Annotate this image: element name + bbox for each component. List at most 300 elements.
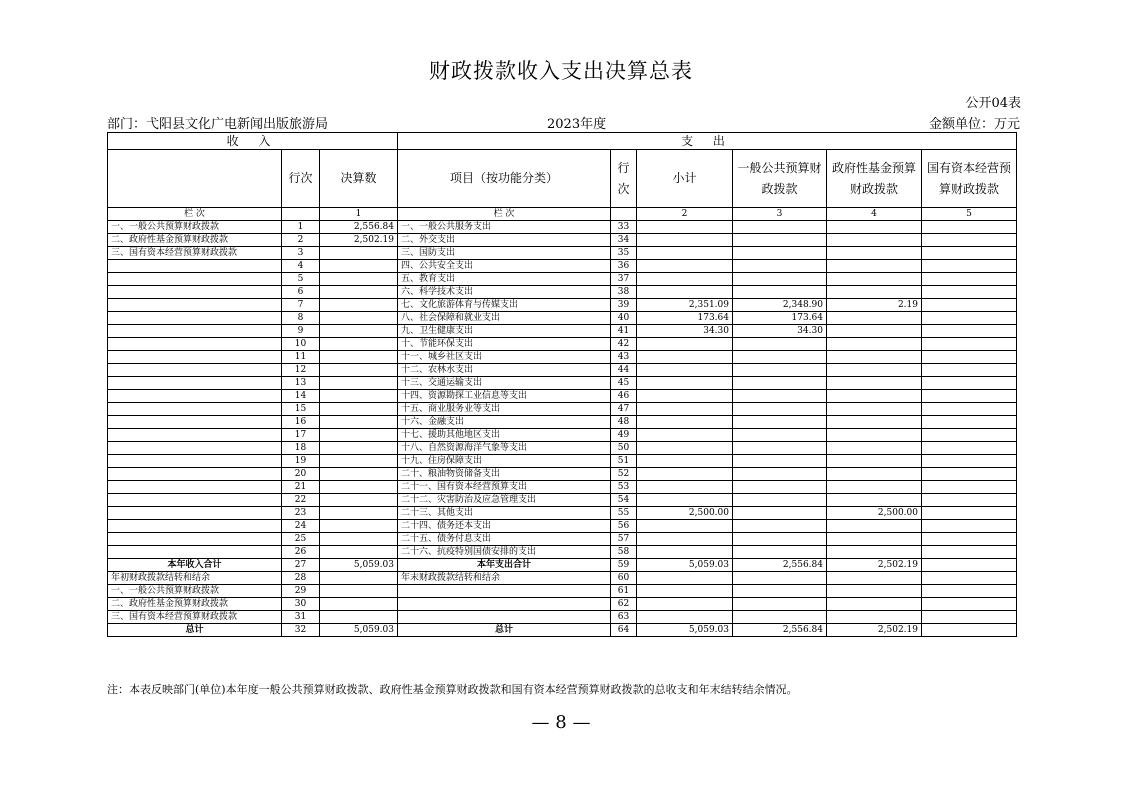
income-item [108, 546, 282, 559]
expense-item: 二十四、债务还本支出 [398, 520, 611, 533]
general-budget-amount [733, 520, 827, 533]
expense-header: 支 出 [398, 133, 1017, 150]
gov-fund-amount [827, 221, 922, 234]
income-row-no: 13 [282, 377, 320, 390]
general-budget-amount [733, 546, 827, 559]
income-item [108, 364, 282, 377]
income-item [108, 273, 282, 286]
gov-fund-amount: 2,500.00 [827, 507, 922, 520]
header-row-1 [108, 133, 1017, 150]
income-amount [320, 364, 398, 377]
income-item [108, 442, 282, 455]
income-header: 收 入 [108, 133, 398, 150]
state-capital-amount [922, 598, 1017, 611]
state-capital-amount [922, 507, 1017, 520]
table-row [108, 442, 1017, 455]
income-amount: 5,059.03 [320, 624, 398, 637]
income-row-no: 23 [282, 507, 320, 520]
income-amount [320, 494, 398, 507]
gov-fund-amount [827, 481, 922, 494]
expense-row-no: 50 [611, 442, 637, 455]
general-budget-header: 一般公共预算财政拨款 [733, 150, 827, 208]
income-row-no: 28 [282, 572, 320, 585]
income-item [108, 468, 282, 481]
table-row [108, 481, 1017, 494]
income-item [108, 455, 282, 468]
income-item-header [108, 150, 282, 208]
subtotal-amount [637, 247, 733, 260]
income-amount [320, 481, 398, 494]
income-row-no: 22 [282, 494, 320, 507]
general-budget-amount [733, 494, 827, 507]
expense-item: 十五、商业服务业等支出 [398, 403, 611, 416]
expense-item: 十六、金融支出 [398, 416, 611, 429]
income-amount [320, 351, 398, 364]
income-item [108, 286, 282, 299]
general-budget-amount: 2,348.90 [733, 299, 827, 312]
lane-blank [282, 208, 320, 221]
lane-row [108, 208, 1017, 221]
table-row [108, 260, 1017, 273]
general-budget-amount: 34.30 [733, 325, 827, 338]
income-amount: 5,059.03 [320, 559, 398, 572]
subtotal-amount [637, 468, 733, 481]
income-amount [320, 312, 398, 325]
income-row-no: 25 [282, 533, 320, 546]
expense-row-no: 40 [611, 312, 637, 325]
project-header: 项目（按功能分类） [398, 150, 611, 208]
expense-item [398, 598, 611, 611]
state-capital-amount [922, 416, 1017, 429]
general-budget-amount: 173.64 [733, 312, 827, 325]
income-row-no: 21 [282, 481, 320, 494]
income-item [108, 325, 282, 338]
subtotal-amount [637, 286, 733, 299]
subtotal-amount: 2,351.09 [637, 299, 733, 312]
income-item [108, 533, 282, 546]
gov-fund-amount [827, 390, 922, 403]
income-row-no: 32 [282, 624, 320, 637]
amount-unit: 金额单位：万元 [928, 117, 1020, 132]
income-row-no: 16 [282, 416, 320, 429]
gov-fund-amount [827, 351, 922, 364]
expense-row-no: 54 [611, 494, 637, 507]
expense-item: 十、节能环保支出 [398, 338, 611, 351]
subtotal-amount [637, 377, 733, 390]
state-capital-amount [922, 585, 1017, 598]
gov-fund-amount [827, 442, 922, 455]
income-item [108, 416, 282, 429]
subtotal-amount [637, 390, 733, 403]
state-capital-amount [922, 247, 1017, 260]
gov-fund-amount [827, 546, 922, 559]
gov-fund-amount [827, 494, 922, 507]
income-amount [320, 520, 398, 533]
expense-item: 二十六、抗疫特别国债安排的支出 [398, 546, 611, 559]
gov-fund-amount [827, 533, 922, 546]
expense-row-no: 49 [611, 429, 637, 442]
lane-col2: 2 [637, 208, 733, 221]
income-row-no: 12 [282, 364, 320, 377]
table-row [108, 624, 1017, 637]
table-row [108, 533, 1017, 546]
expense-item: 三、国防支出 [398, 247, 611, 260]
table-row [108, 377, 1017, 390]
general-budget-amount: 2,556.84 [733, 624, 827, 637]
income-amount [320, 273, 398, 286]
document-title: 财政拨款收入支出决算总表 [429, 59, 693, 83]
income-item: 一、一般公共预算财政拨款 [108, 221, 282, 234]
state-capital-amount [922, 442, 1017, 455]
gov-fund-amount [827, 429, 922, 442]
table-row [108, 416, 1017, 429]
table-row [108, 455, 1017, 468]
page-number: — 8 — [531, 712, 591, 733]
expense-row-no: 47 [611, 403, 637, 416]
income-row-no: 10 [282, 338, 320, 351]
income-row-no: 29 [282, 585, 320, 598]
expense-row-no: 51 [611, 455, 637, 468]
general-budget-amount [733, 390, 827, 403]
state-capital-amount [922, 611, 1017, 624]
subtotal-header: 小计 [637, 150, 733, 208]
final-amount-header: 决算数 [320, 150, 398, 208]
expense-item: 十八、自然资源海洋气象等支出 [398, 442, 611, 455]
income-row-no: 18 [282, 442, 320, 455]
state-capital-amount [922, 273, 1017, 286]
income-item [108, 507, 282, 520]
table-row [108, 572, 1017, 585]
state-capital-amount [922, 481, 1017, 494]
income-row-no: 14 [282, 390, 320, 403]
expense-row-no: 35 [611, 247, 637, 260]
subtotal-amount [637, 429, 733, 442]
subtotal-amount [637, 221, 733, 234]
general-budget-amount [733, 507, 827, 520]
state-capital-amount [922, 351, 1017, 364]
income-item: 一、一般公共预算财政拨款 [108, 585, 282, 598]
general-budget-amount [733, 598, 827, 611]
row-no2-header: 行次 [611, 150, 637, 208]
income-item [108, 351, 282, 364]
expense-item: 一、一般公共服务支出 [398, 221, 611, 234]
gov-fund-amount [827, 364, 922, 377]
gov-fund-amount [827, 403, 922, 416]
subtotal-amount [637, 442, 733, 455]
form-number: 公开04表 [965, 96, 1021, 111]
gov-fund-amount [827, 286, 922, 299]
expense-row-no: 53 [611, 481, 637, 494]
income-row-no: 26 [282, 546, 320, 559]
income-row-no: 31 [282, 611, 320, 624]
general-budget-amount [733, 221, 827, 234]
table-row [108, 611, 1017, 624]
table-row [108, 351, 1017, 364]
income-item: 本年收入合计 [108, 559, 282, 572]
gov-fund-amount [827, 247, 922, 260]
subtotal-amount [637, 260, 733, 273]
state-capital-amount [922, 234, 1017, 247]
state-capital-amount [922, 455, 1017, 468]
income-amount [320, 338, 398, 351]
expense-item: 六、科学技术支出 [398, 286, 611, 299]
state-capital-amount [922, 221, 1017, 234]
expense-row-no: 58 [611, 546, 637, 559]
income-item: 总计 [108, 624, 282, 637]
state-capital-amount [922, 468, 1017, 481]
state-capital-amount [922, 390, 1017, 403]
expense-row-no: 56 [611, 520, 637, 533]
state-capital-amount [922, 559, 1017, 572]
expense-item: 总计 [398, 624, 611, 637]
expense-row-no: 43 [611, 351, 637, 364]
expense-row-no: 48 [611, 416, 637, 429]
expense-item: 八、社会保障和就业支出 [398, 312, 611, 325]
expense-row-no: 38 [611, 286, 637, 299]
income-row-no: 4 [282, 260, 320, 273]
general-budget-amount [733, 442, 827, 455]
subtotal-amount: 5,059.03 [637, 559, 733, 572]
income-amount [320, 546, 398, 559]
income-row-no: 24 [282, 520, 320, 533]
income-amount: 2,556.84 [320, 221, 398, 234]
income-amount [320, 403, 398, 416]
gov-fund-amount: 2.19 [827, 299, 922, 312]
subtotal-amount [637, 598, 733, 611]
state-capital-amount [922, 286, 1017, 299]
general-budget-amount [733, 572, 827, 585]
subtotal-amount [637, 520, 733, 533]
gov-fund-amount [827, 598, 922, 611]
expense-row-no: 60 [611, 572, 637, 585]
expense-item: 本年支出合计 [398, 559, 611, 572]
general-budget-amount [733, 364, 827, 377]
gov-fund-header: 政府性基金预算财政拨款 [827, 150, 922, 208]
expense-row-no: 63 [611, 611, 637, 624]
expense-row-no: 46 [611, 390, 637, 403]
state-capital-amount [922, 546, 1017, 559]
gov-fund-amount: 2,502.19 [827, 559, 922, 572]
expense-item: 二十一、国有资本经营预算支出 [398, 481, 611, 494]
lane-col3: 3 [733, 208, 827, 221]
table-row [108, 403, 1017, 416]
gov-fund-amount [827, 455, 922, 468]
expense-item: 七、文化旅游体育与传媒支出 [398, 299, 611, 312]
income-item: 二、政府性基金预算财政拨款 [108, 598, 282, 611]
gov-fund-amount [827, 611, 922, 624]
income-amount [320, 455, 398, 468]
income-row-no: 17 [282, 429, 320, 442]
state-capital-amount [922, 520, 1017, 533]
gov-fund-amount [827, 468, 922, 481]
table-row [108, 546, 1017, 559]
expense-item: 四、公共安全支出 [398, 260, 611, 273]
general-budget-amount: 2,556.84 [733, 559, 827, 572]
income-amount [320, 390, 398, 403]
state-capital-amount [922, 572, 1017, 585]
expense-row-no: 37 [611, 273, 637, 286]
income-amount [320, 325, 398, 338]
general-budget-amount [733, 429, 827, 442]
state-capital-amount [922, 299, 1017, 312]
income-amount [320, 572, 398, 585]
general-budget-amount [733, 585, 827, 598]
income-amount [320, 598, 398, 611]
expense-item: 十二、农林水支出 [398, 364, 611, 377]
income-item: 三、国有资本经营预算财政拨款 [108, 247, 282, 260]
state-capital-amount [922, 312, 1017, 325]
expense-row-no: 55 [611, 507, 637, 520]
subtotal-amount [637, 546, 733, 559]
general-budget-amount [733, 468, 827, 481]
expense-row-no: 59 [611, 559, 637, 572]
income-item [108, 299, 282, 312]
income-row-no: 30 [282, 598, 320, 611]
income-amount [320, 429, 398, 442]
document-meta [107, 113, 1020, 132]
gov-fund-amount [827, 312, 922, 325]
general-budget-amount [733, 533, 827, 546]
income-row-no: 9 [282, 325, 320, 338]
expense-row-no: 52 [611, 468, 637, 481]
table-row [108, 234, 1017, 247]
income-amount [320, 299, 398, 312]
expense-row-no: 57 [611, 533, 637, 546]
state-capital-amount [922, 260, 1017, 273]
table-row [108, 247, 1017, 260]
lane-col5: 5 [922, 208, 1017, 221]
state-capital-amount [922, 533, 1017, 546]
expense-row-no: 45 [611, 377, 637, 390]
expense-item: 二十五、债务付息支出 [398, 533, 611, 546]
income-row-no: 6 [282, 286, 320, 299]
expense-item [398, 585, 611, 598]
state-capital-amount [922, 325, 1017, 338]
table-row [108, 364, 1017, 377]
subtotal-amount [637, 455, 733, 468]
income-item: 二、政府性基金预算财政拨款 [108, 234, 282, 247]
subtotal-amount [637, 572, 733, 585]
income-item [108, 429, 282, 442]
table-row [108, 559, 1017, 572]
table-row [108, 520, 1017, 533]
gov-fund-amount [827, 416, 922, 429]
budget-table [107, 132, 1017, 637]
expense-row-no: 41 [611, 325, 637, 338]
income-amount [320, 286, 398, 299]
expense-item: 十三、交通运输支出 [398, 377, 611, 390]
table-row [108, 585, 1017, 598]
state-capital-amount [922, 429, 1017, 442]
subtotal-amount [637, 403, 733, 416]
income-row-no: 27 [282, 559, 320, 572]
department-label: 部门：弋阳县文化广电新闻出版旅游局 [107, 117, 329, 132]
income-row-no: 7 [282, 299, 320, 312]
row-no-header: 行次 [282, 150, 320, 208]
subtotal-amount: 34.30 [637, 325, 733, 338]
subtotal-amount [637, 533, 733, 546]
general-budget-amount [733, 338, 827, 351]
income-item [108, 403, 282, 416]
state-capital-amount [922, 377, 1017, 390]
expense-item: 二十、粮油物资储备支出 [398, 468, 611, 481]
expense-item: 二、外交支出 [398, 234, 611, 247]
expense-item: 十一、城乡社区支出 [398, 351, 611, 364]
expense-item [398, 611, 611, 624]
table-row [108, 312, 1017, 325]
expense-row-no: 39 [611, 299, 637, 312]
income-item [108, 520, 282, 533]
subtotal-amount [637, 338, 733, 351]
gov-fund-amount [827, 585, 922, 598]
table-row [108, 286, 1017, 299]
expense-row-no: 42 [611, 338, 637, 351]
income-row-no: 2 [282, 234, 320, 247]
general-budget-amount [733, 260, 827, 273]
general-budget-amount [733, 611, 827, 624]
expense-row-no: 62 [611, 598, 637, 611]
table-row [108, 299, 1017, 312]
income-amount [320, 247, 398, 260]
gov-fund-amount [827, 520, 922, 533]
state-capital-amount [922, 624, 1017, 637]
state-capital-amount [922, 364, 1017, 377]
general-budget-amount [733, 377, 827, 390]
gov-fund-amount [827, 325, 922, 338]
general-budget-amount [733, 403, 827, 416]
income-amount [320, 507, 398, 520]
income-item [108, 338, 282, 351]
lane-blank2 [611, 208, 637, 221]
income-amount [320, 611, 398, 624]
table-row [108, 221, 1017, 234]
table-row [108, 325, 1017, 338]
lane-col4: 4 [827, 208, 922, 221]
income-item [108, 494, 282, 507]
general-budget-amount [733, 234, 827, 247]
expense-row-no: 61 [611, 585, 637, 598]
income-amount [320, 468, 398, 481]
expense-item: 十四、资源勘探工业信息等支出 [398, 390, 611, 403]
general-budget-amount [733, 273, 827, 286]
state-capital-amount [922, 338, 1017, 351]
table-row [108, 468, 1017, 481]
state-capital-header: 国有资本经营预算财政拨款 [922, 150, 1017, 208]
table-note: 注：本表反映部门(单位)本年度一般公共预算财政拨款、政府性基金预算财政拨款和国有资本经营预算财政拨款的总收支和年末结转结余情况。 [107, 683, 798, 696]
header-row-2 [108, 150, 1017, 208]
expense-item: 二十三、其他支出 [398, 507, 611, 520]
general-budget-amount [733, 351, 827, 364]
expense-item: 九、卫生健康支出 [398, 325, 611, 338]
general-budget-amount [733, 416, 827, 429]
income-amount [320, 377, 398, 390]
income-row-no: 3 [282, 247, 320, 260]
gov-fund-amount [827, 338, 922, 351]
subtotal-amount [637, 234, 733, 247]
income-item [108, 481, 282, 494]
expense-item: 十七、援助其他地区支出 [398, 429, 611, 442]
expense-row-no: 34 [611, 234, 637, 247]
table-row [108, 507, 1017, 520]
expense-item: 年末财政拨款结转和结余 [398, 572, 611, 585]
gov-fund-amount [827, 377, 922, 390]
table-row [108, 390, 1017, 403]
income-row-no: 11 [282, 351, 320, 364]
income-row-no: 19 [282, 455, 320, 468]
expense-item: 十九、住房保障支出 [398, 455, 611, 468]
subtotal-amount [637, 585, 733, 598]
table-row [108, 598, 1017, 611]
